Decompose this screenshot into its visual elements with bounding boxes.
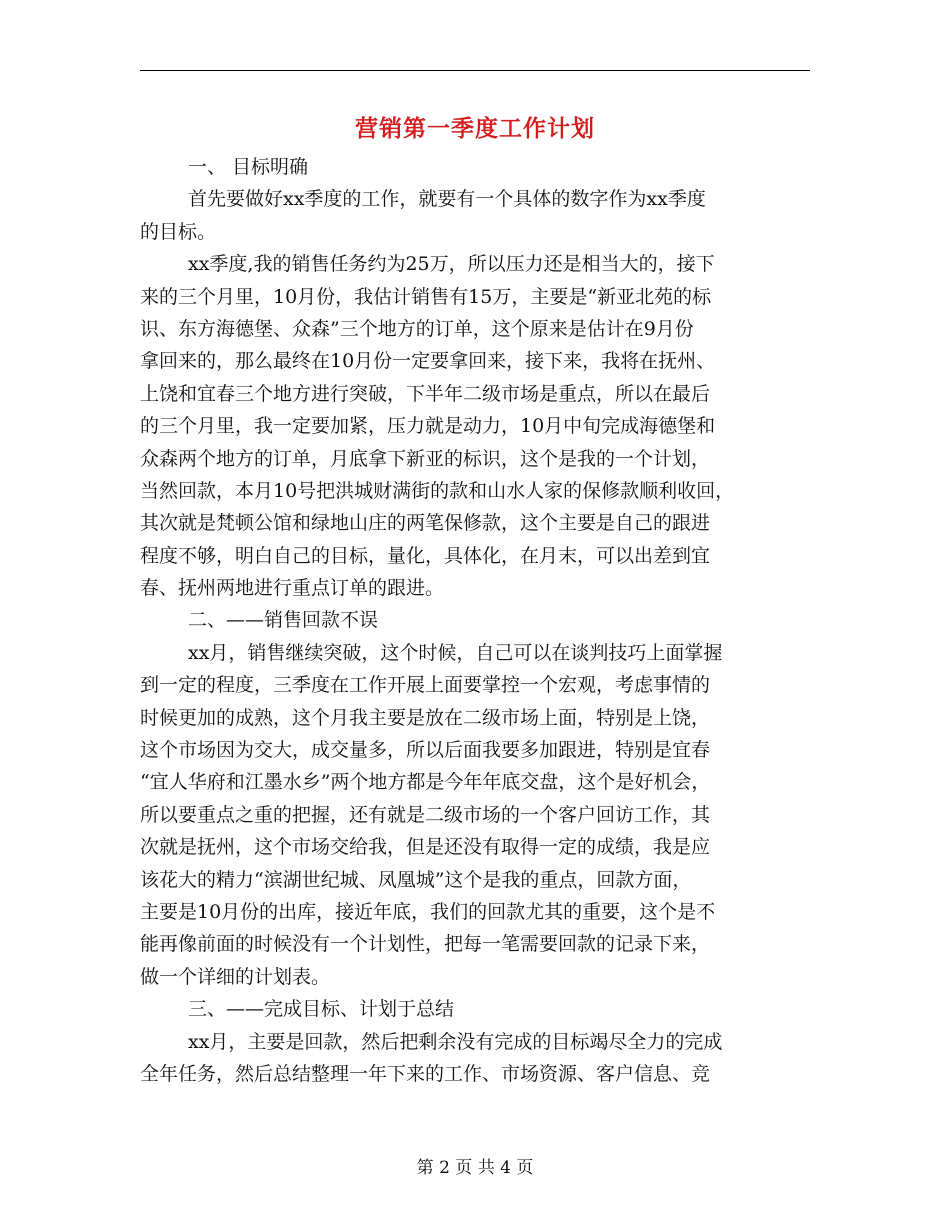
body-line: 到一定的程度，三季度在工作开展上面要掌控一个宏观，考虑事情的 [140,674,711,697]
body-line: 次就是抚州，这个市场交给我，但是还没有取得一定的成绩，我是应 [140,836,711,859]
document-title: 营销第一季度工作计划 [355,115,595,142]
body-line: xx月，主要是回款，然后把剩余没有完成的目标竭尽全力的完成 [188,1030,723,1053]
body-line: 的目标。 [140,220,217,243]
body-line: 当然回款，本月10号把洪城财满街的款和山水人家的保修款顺利收回， [140,479,735,502]
body-line: 所以要重点之重的把握，还有就是二级市场的一个客户回访工作，其 [140,803,711,826]
body-line: 主要是10月份的出库，接近年底，我们的回款尤其的重要，这个是不 [140,900,716,923]
body-line: 众森两个地方的订单，月底拿下新亚的标识，这个是我的一个计划， [140,447,711,470]
document-body [140,151,810,1090]
body-line: 的三个月里，我一定要加紧，压力就是动力，10月中旬完成海德堡和 [140,415,716,438]
body-line: 来的三个月里，10月份，我估计销售有15万，主要是“新亚北苑的标 [140,285,712,308]
page-number: 第 2 页 共 4 页 [416,1158,534,1178]
header-rule [140,70,810,71]
body-line: 程度不够，明白自己的目标，量化，具体化，在月末，可以出差到宜 [140,544,711,567]
body-line: 春、抚州两地进行重点订单的跟进。 [140,577,445,600]
body-line: 时候更加的成熟，这个月我主要是放在二级市场上面，特别是上饶， [140,706,711,729]
body-line: 该花大的精力“滨湖世纪城、凤凰城”这个是我的重点，回款方面， [140,868,692,891]
body-line: “宜人华府和江墨水乡”两个地方都是今年年底交盘，这个是好机会， [140,771,711,794]
body-line: 其次就是梵顿公馆和绿地山庄的两笔保修款，这个主要是自己的跟进 [140,512,711,535]
body-line: 能再像前面的时候没有一个计划性，把每一笔需要回款的记录下来， [140,933,711,956]
body-line: 这个市场因为交大，成交量多，所以后面我要多加跟进，特别是宜春 [140,739,711,762]
body-line: 做一个详细的计划表。 [140,965,331,988]
body-line: 拿回来的，那么最终在10月份一定要拿回来，接下来，我将在抚州、 [140,350,716,373]
body-line: 一、 目标明确 [188,156,309,178]
body-line: xx季度,我的销售任务约为25万，所以压力还是相当大的，接下 [188,253,715,276]
body-line: 上饶和宜春三个地方进行突破，下半年二级市场是重点，所以在最后 [140,382,711,405]
body-line: 全年任务，然后总结整理一年下来的工作、市场资源、客户信息、竞 [140,1062,711,1085]
body-line: 识、东方海德堡、众森”三个地方的订单，这个原来是估计在9月份 [140,317,694,340]
body-line: xx月，销售继续突破，这个时候，自己可以在谈判技巧上面掌握 [188,641,723,664]
body-line: 三、——完成目标、计划于总结 [188,998,455,1021]
body-line: 首先要做好xx季度的工作，就要有一个具体的数字作为xx季度 [188,188,706,211]
body-line: 二、——销售回款不误 [188,609,379,632]
